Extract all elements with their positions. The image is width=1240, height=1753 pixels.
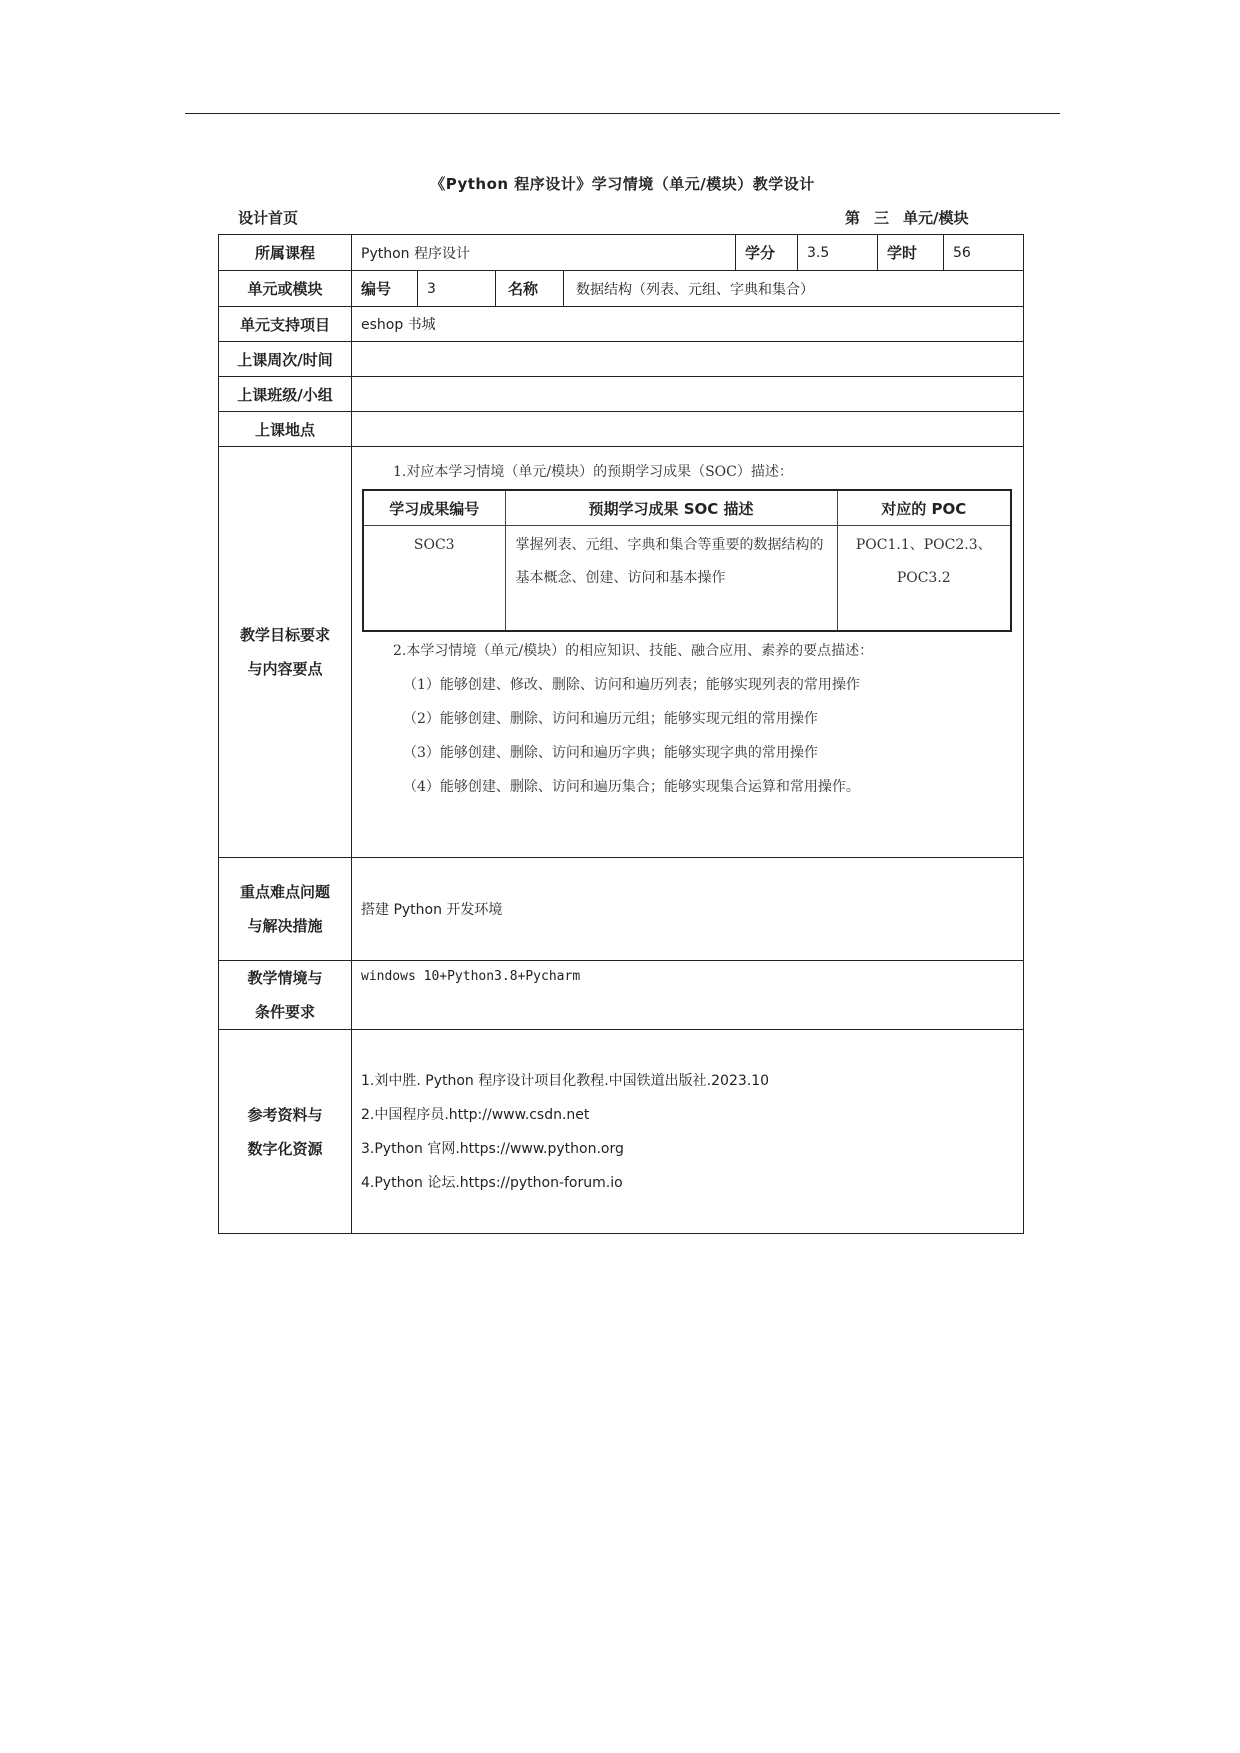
env-label-line2: 条件要求	[254, 1003, 315, 1021]
soc-header-id: 学习成果编号	[363, 490, 505, 526]
refs-label	[219, 1030, 352, 1234]
class-row	[219, 377, 1024, 412]
unit-name-value: 数据结构（列表、元组、字典和集合）	[576, 281, 814, 298]
course-value: Python 程序设计	[352, 235, 736, 270]
key-label-line1: 重点难点问题	[239, 883, 330, 901]
soc-table	[362, 489, 1012, 632]
week-label: 上课周次/时间	[219, 342, 352, 377]
header-rule	[185, 113, 1060, 114]
hours-label: 学时	[878, 235, 944, 270]
unit-name-label: 名称	[496, 271, 564, 306]
course-label: 所属课程	[219, 235, 352, 271]
week-value	[352, 342, 1024, 377]
goals-content	[352, 447, 1023, 814]
unit-no-value: 3	[418, 271, 496, 306]
point-item: （2）能够创建、删除、访问和遍历元组；能够实现元组的常用操作	[403, 711, 818, 727]
credit-value: 3.5	[798, 235, 878, 270]
class-label: 上课班级/小组	[219, 377, 352, 412]
env-value: windows 10+Python3.8+Pycharm	[352, 961, 1024, 1030]
key-label	[219, 858, 352, 961]
env-label	[219, 961, 352, 1030]
design-table	[218, 234, 1024, 1234]
unit-no-label: 编号	[352, 271, 418, 306]
key-value: 搭建 Python 开发环境	[352, 858, 1024, 961]
refs-label-line1: 参考资料与	[247, 1105, 323, 1124]
ref-item: 1.刘中胜. Python 程序设计项目化教程.中国铁道出版社.2023.10	[361, 1072, 770, 1089]
goals-label-line1: 教学目标要求	[239, 626, 330, 644]
ref-item: 2.中国程序员.http://www.csdn.net	[361, 1106, 590, 1123]
unit-di: 第	[845, 209, 861, 227]
soc-desc: 掌握列表、元组、字典和集合等重要的数据结构的基本概念、创建、访问和基本操作	[505, 526, 837, 632]
goals-label-line2: 与内容要点	[247, 660, 323, 678]
project-row	[219, 307, 1024, 342]
course-row	[219, 235, 1024, 271]
env-row	[219, 961, 1024, 1030]
refs-label-line2: 数字化资源	[247, 1139, 323, 1158]
key-row	[219, 858, 1024, 961]
key-label-line2: 与解决措施	[247, 917, 323, 935]
refs-row	[219, 1030, 1024, 1234]
place-value	[352, 412, 1024, 447]
credit-label: 学分	[736, 235, 798, 270]
week-row	[219, 342, 1024, 377]
unit-label: 单元/模块	[903, 209, 969, 227]
point-item: （1）能够创建、修改、删除、访问和遍历列表；能够实现列表的常用操作	[403, 677, 860, 693]
document-title: 《Python 程序设计》学习情境（单元/模块）教学设计	[430, 175, 815, 193]
unit-label-cell: 单元或模块	[219, 271, 352, 307]
place-row	[219, 412, 1024, 447]
point-item: （3）能够创建、删除、访问和遍历字典；能够实现字典的常用操作	[403, 745, 818, 761]
goals-label	[219, 447, 352, 858]
ref-item: 3.Python 官网.https://www.python.org	[361, 1140, 624, 1157]
design-homepage-label: 设计首页	[238, 209, 299, 227]
unit-indicator	[845, 207, 969, 228]
hours-value: 56	[953, 244, 971, 261]
project-value: eshop 书城	[352, 307, 1024, 342]
points-head: 2.本学习情境（单元/模块）的相应知识、技能、融合应用、素养的要点描述：	[393, 643, 874, 659]
project-label: 单元支持项目	[219, 307, 352, 342]
soc-id: SOC3	[363, 526, 505, 632]
soc-poc: POC1.1、POC2.3、POC3.2	[837, 526, 1011, 632]
goals-row	[219, 447, 1024, 858]
unit-row	[219, 271, 1024, 307]
soc-header-desc: 预期学习成果 SOC 描述	[505, 490, 837, 526]
point-item: （4）能够创建、删除、访问和遍历集合；能够实现集合运算和常用操作。	[403, 779, 860, 795]
env-label-line1: 教学情境与	[247, 969, 323, 987]
ref-item: 4.Python 论坛.https://python-forum.io	[361, 1174, 623, 1191]
soc-intro: 1.对应本学习情境（单元/模块）的预期学习成果（SOC）描述：	[393, 464, 793, 480]
refs-list	[352, 1030, 1024, 1234]
place-label: 上课地点	[219, 412, 352, 447]
unit-number: 三	[874, 209, 890, 227]
soc-header-poc: 对应的 POC	[837, 490, 1011, 526]
class-value	[352, 377, 1024, 412]
